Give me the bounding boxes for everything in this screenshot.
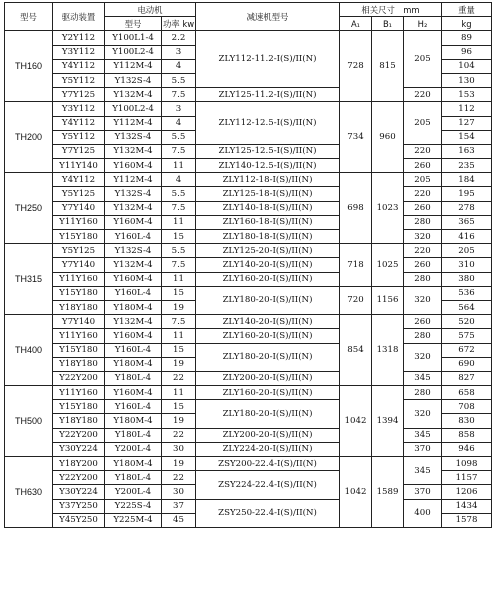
weight-cell: 1098	[442, 457, 492, 471]
motor-model-cell: Y180M-4	[105, 457, 162, 471]
table-row	[5, 329, 492, 343]
drive-cell: Y11Y140	[53, 159, 105, 173]
b1-cell: 960	[372, 102, 404, 173]
reducer-cell: ZLY125-12.5-I(S)/II(N)	[196, 144, 340, 158]
drive-cell: Y5Y112	[53, 130, 105, 144]
drive-cell: Y7Y140	[53, 258, 105, 272]
power-cell: 3	[162, 45, 196, 59]
power-cell: 19	[162, 457, 196, 471]
drive-cell: Y5Y112	[53, 73, 105, 87]
h2-cell: 345	[404, 371, 442, 385]
motor-model-cell: Y180L-4	[105, 428, 162, 442]
h2-cell: 345	[404, 428, 442, 442]
reducer-cell: ZLY112-11.2-I(S)/II(N)	[196, 31, 340, 88]
motor-model-cell: Y200L-4	[105, 442, 162, 456]
b1-cell: 1589	[372, 457, 404, 528]
drive-cell: Y5Y125	[53, 187, 105, 201]
reducer-cell: ZSY224-22.4-I(S)/II(N)	[196, 471, 340, 499]
drive-cell: Y15Y180	[53, 286, 105, 300]
power-cell: 5.5	[162, 244, 196, 258]
power-cell: 15	[162, 286, 196, 300]
table-row	[5, 102, 492, 116]
h2-cell: 345	[404, 457, 442, 485]
drive-cell: Y4Y112	[53, 173, 105, 187]
weight-cell: 96	[442, 45, 492, 59]
h2-cell: 280	[404, 386, 442, 400]
weight-cell: 858	[442, 428, 492, 442]
drive-cell: Y18Y200	[53, 457, 105, 471]
h2-cell: 220	[404, 187, 442, 201]
h2-cell: 260	[404, 159, 442, 173]
drive-cell: Y3Y112	[53, 45, 105, 59]
motor-model-cell: Y132M-4	[105, 258, 162, 272]
drive-cell: Y22Y200	[53, 471, 105, 485]
h2-cell: 205	[404, 173, 442, 187]
power-cell: 5.5	[162, 187, 196, 201]
reducer-cell: ZLY180-20-I(S)/II(N)	[196, 400, 340, 428]
motor-model-cell: Y132S-4	[105, 187, 162, 201]
b1-cell: 1025	[372, 244, 404, 287]
reducer-cell: ZLY200-20-I(S)/II(N)	[196, 428, 340, 442]
reducer-cell: ZLY160-20-I(S)/II(N)	[196, 272, 340, 286]
drive-cell: Y45Y250	[53, 513, 105, 527]
motor-model-cell: Y160L-4	[105, 286, 162, 300]
model-cell: TH630	[5, 457, 53, 528]
drive-cell: Y15Y180	[53, 343, 105, 357]
header-motor: 电动机	[105, 3, 196, 17]
power-cell: 2.2	[162, 31, 196, 45]
reducer-cell: ZLY200-20-I(S)/II(N)	[196, 371, 340, 385]
header-weight: 重量	[442, 3, 492, 17]
drive-cell: Y22Y200	[53, 371, 105, 385]
power-cell: 7.5	[162, 88, 196, 102]
a1-cell: 718	[340, 244, 372, 287]
header-drive: 驱动装置	[53, 3, 105, 31]
reducer-cell: ZLY160-20-I(S)/II(N)	[196, 386, 340, 400]
motor-model-cell: Y100L1-4	[105, 31, 162, 45]
h2-cell: 320	[404, 400, 442, 428]
drive-cell: Y4Y112	[53, 116, 105, 130]
spec-table-container	[4, 2, 491, 528]
a1-cell: 854	[340, 315, 372, 386]
b1-cell: 1318	[372, 315, 404, 386]
weight-cell: 127	[442, 116, 492, 130]
table-row	[5, 159, 492, 173]
a1-cell: 728	[340, 31, 372, 102]
reducer-cell: ZSY250-22.4-I(S)/II(N)	[196, 499, 340, 527]
table-row	[5, 258, 492, 272]
model-cell: TH500	[5, 386, 53, 457]
weight-cell: 564	[442, 300, 492, 314]
model-cell: TH315	[5, 244, 53, 315]
power-cell: 15	[162, 230, 196, 244]
motor-model-cell: Y200L-4	[105, 485, 162, 499]
power-cell: 22	[162, 428, 196, 442]
a1-cell: 1042	[340, 386, 372, 457]
power-cell: 3	[162, 102, 196, 116]
table-row	[5, 499, 492, 513]
spec-table-body	[5, 31, 492, 528]
reducer-cell: ZLY125-18-I(S)/II(N)	[196, 187, 340, 201]
drive-cell: Y3Y112	[53, 102, 105, 116]
motor-model-cell: Y180L-4	[105, 471, 162, 485]
reducer-cell: ZLY160-20-I(S)/II(N)	[196, 329, 340, 343]
weight-cell: 380	[442, 272, 492, 286]
table-row	[5, 386, 492, 400]
reducer-cell: ZLY140-20-I(S)/II(N)	[196, 315, 340, 329]
power-cell: 19	[162, 300, 196, 314]
motor-model-cell: Y132M-4	[105, 144, 162, 158]
drive-cell: Y11Y160	[53, 215, 105, 229]
reducer-cell: ZLY160-18-I(S)/II(N)	[196, 215, 340, 229]
motor-model-cell: Y112M-4	[105, 59, 162, 73]
power-cell: 4	[162, 173, 196, 187]
drive-cell: Y11Y160	[53, 386, 105, 400]
motor-model-cell: Y132M-4	[105, 88, 162, 102]
motor-model-cell: Y180M-4	[105, 357, 162, 371]
h2-cell: 220	[404, 244, 442, 258]
table-row	[5, 144, 492, 158]
model-cell: TH200	[5, 102, 53, 173]
weight-cell: 575	[442, 329, 492, 343]
weight-cell: 672	[442, 343, 492, 357]
drive-cell: Y7Y125	[53, 88, 105, 102]
power-cell: 30	[162, 485, 196, 499]
table-row	[5, 442, 492, 456]
header-row-1	[5, 3, 492, 17]
power-cell: 7.5	[162, 201, 196, 215]
reducer-cell: ZLY125-20-I(S)/II(N)	[196, 244, 340, 258]
b1-cell: 815	[372, 31, 404, 102]
motor-model-cell: Y160L-4	[105, 343, 162, 357]
reducer-cell: ZLY180-20-I(S)/II(N)	[196, 286, 340, 314]
motor-model-cell: Y132S-4	[105, 244, 162, 258]
a1-cell: 698	[340, 173, 372, 244]
h2-cell: 280	[404, 272, 442, 286]
table-row	[5, 286, 492, 300]
power-cell: 4	[162, 116, 196, 130]
power-cell: 7.5	[162, 315, 196, 329]
drive-cell: Y18Y180	[53, 300, 105, 314]
motor-model-cell: Y132M-4	[105, 315, 162, 329]
header-weight-unit: kg	[442, 17, 492, 31]
motor-model-cell: Y132S-4	[105, 130, 162, 144]
a1-cell: 1042	[340, 457, 372, 528]
b1-cell: 1023	[372, 173, 404, 244]
header-h2: H₂	[404, 17, 442, 31]
drive-cell: Y15Y180	[53, 400, 105, 414]
weight-cell: 195	[442, 187, 492, 201]
b1-cell: 1394	[372, 386, 404, 457]
motor-model-cell: Y160M-4	[105, 386, 162, 400]
power-cell: 11	[162, 386, 196, 400]
reducer-cell: ZLY140-18-I(S)/II(N)	[196, 201, 340, 215]
power-cell: 11	[162, 215, 196, 229]
power-cell: 45	[162, 513, 196, 527]
weight-cell: 1578	[442, 513, 492, 527]
motor-model-cell: Y100L2-4	[105, 102, 162, 116]
reducer-cell: ZLY112-18-I(S)/II(N)	[196, 173, 340, 187]
power-cell: 19	[162, 414, 196, 428]
header-power: 功率 kw	[162, 17, 196, 31]
weight-cell: 89	[442, 31, 492, 45]
reducer-cell: ZSY200-22.4-I(S)/II(N)	[196, 457, 340, 471]
weight-cell: 708	[442, 400, 492, 414]
motor-model-cell: Y180M-4	[105, 414, 162, 428]
drive-cell: Y18Y180	[53, 357, 105, 371]
drive-cell: Y30Y224	[53, 442, 105, 456]
weight-cell: 1434	[442, 499, 492, 513]
weight-cell: 112	[442, 102, 492, 116]
motor-model-cell: Y160M-4	[105, 215, 162, 229]
weight-cell: 235	[442, 159, 492, 173]
motor-model-cell: Y112M-4	[105, 173, 162, 187]
power-cell: 11	[162, 329, 196, 343]
b1-cell: 1156	[372, 286, 404, 314]
drive-cell: Y11Y160	[53, 329, 105, 343]
power-cell: 19	[162, 357, 196, 371]
table-row	[5, 315, 492, 329]
h2-cell: 220	[404, 144, 442, 158]
model-cell: TH250	[5, 173, 53, 244]
h2-cell: 320	[404, 286, 442, 314]
header-b1: B₁	[372, 17, 404, 31]
drive-cell: Y18Y180	[53, 414, 105, 428]
motor-model-cell: Y132S-4	[105, 73, 162, 87]
table-row	[5, 400, 492, 414]
table-row	[5, 457, 492, 471]
table-row	[5, 371, 492, 385]
weight-cell: 830	[442, 414, 492, 428]
table-row	[5, 428, 492, 442]
reducer-cell: ZLY224-20-I(S)/II(N)	[196, 442, 340, 456]
weight-cell: 365	[442, 215, 492, 229]
table-row	[5, 343, 492, 357]
motor-model-cell: Y225S-4	[105, 499, 162, 513]
h2-cell: 260	[404, 258, 442, 272]
power-cell: 22	[162, 471, 196, 485]
spec-table	[4, 2, 492, 528]
motor-model-cell: Y160M-4	[105, 159, 162, 173]
h2-cell: 220	[404, 88, 442, 102]
weight-cell: 827	[442, 371, 492, 385]
power-cell: 22	[162, 371, 196, 385]
motor-model-cell: Y112M-4	[105, 116, 162, 130]
weight-cell: 130	[442, 73, 492, 87]
table-row	[5, 230, 492, 244]
power-cell: 7.5	[162, 258, 196, 272]
h2-cell: 320	[404, 343, 442, 371]
power-cell: 37	[162, 499, 196, 513]
header-motor-model: 型号	[105, 17, 162, 31]
weight-cell: 416	[442, 230, 492, 244]
weight-cell: 104	[442, 59, 492, 73]
weight-cell: 154	[442, 130, 492, 144]
h2-cell: 370	[404, 485, 442, 499]
model-cell: TH400	[5, 315, 53, 386]
motor-model-cell: Y180M-4	[105, 300, 162, 314]
model-cell: TH160	[5, 31, 53, 102]
motor-model-cell: Y100L2-4	[105, 45, 162, 59]
power-cell: 4	[162, 59, 196, 73]
table-row	[5, 88, 492, 102]
drive-cell: Y5Y125	[53, 244, 105, 258]
motor-model-cell: Y180L-4	[105, 371, 162, 385]
h2-cell: 320	[404, 230, 442, 244]
drive-cell: Y2Y112	[53, 31, 105, 45]
a1-cell: 734	[340, 102, 372, 173]
drive-cell: Y7Y125	[53, 144, 105, 158]
motor-model-cell: Y225M-4	[105, 513, 162, 527]
a1-cell: 720	[340, 286, 372, 314]
h2-cell: 400	[404, 499, 442, 527]
weight-cell: 690	[442, 357, 492, 371]
reducer-cell: ZLY112-12.5-I(S)/II(N)	[196, 102, 340, 145]
weight-cell: 658	[442, 386, 492, 400]
power-cell: 11	[162, 159, 196, 173]
weight-cell: 520	[442, 315, 492, 329]
weight-cell: 310	[442, 258, 492, 272]
power-cell: 5.5	[162, 73, 196, 87]
power-cell: 11	[162, 272, 196, 286]
reducer-cell: ZLY180-20-I(S)/II(N)	[196, 343, 340, 371]
h2-cell: 260	[404, 201, 442, 215]
motor-model-cell: Y160L-4	[105, 230, 162, 244]
weight-cell: 205	[442, 244, 492, 258]
motor-model-cell: Y160M-4	[105, 329, 162, 343]
header-dims: 相关尺寸 mm	[340, 3, 442, 17]
weight-cell: 163	[442, 144, 492, 158]
reducer-cell: ZLY140-12.5-I(S)/II(N)	[196, 159, 340, 173]
weight-cell: 278	[442, 201, 492, 215]
header-model: 型号	[5, 3, 53, 31]
motor-model-cell: Y160L-4	[105, 400, 162, 414]
h2-cell: 205	[404, 31, 442, 88]
drive-cell: Y11Y160	[53, 272, 105, 286]
motor-model-cell: Y132M-4	[105, 201, 162, 215]
weight-cell: 153	[442, 88, 492, 102]
drive-cell: Y7Y140	[53, 201, 105, 215]
h2-cell: 370	[404, 442, 442, 456]
drive-cell: Y37Y250	[53, 499, 105, 513]
h2-cell: 280	[404, 215, 442, 229]
drive-cell: Y4Y112	[53, 59, 105, 73]
power-cell: 5.5	[162, 130, 196, 144]
drive-cell: Y30Y224	[53, 485, 105, 499]
h2-cell: 280	[404, 329, 442, 343]
power-cell: 7.5	[162, 144, 196, 158]
reducer-cell: ZLY140-20-I(S)/II(N)	[196, 258, 340, 272]
header-a1: A₁	[340, 17, 372, 31]
table-row	[5, 215, 492, 229]
table-row	[5, 244, 492, 258]
header-reducer: 减速机型号	[196, 3, 340, 31]
motor-model-cell: Y160M-4	[105, 272, 162, 286]
drive-cell: Y22Y200	[53, 428, 105, 442]
table-row	[5, 201, 492, 215]
table-row	[5, 187, 492, 201]
h2-cell: 260	[404, 315, 442, 329]
weight-cell: 184	[442, 173, 492, 187]
drive-cell: Y7Y140	[53, 315, 105, 329]
table-row	[5, 272, 492, 286]
power-cell: 30	[162, 442, 196, 456]
weight-cell: 946	[442, 442, 492, 456]
power-cell: 15	[162, 400, 196, 414]
drive-cell: Y15Y180	[53, 230, 105, 244]
power-cell: 15	[162, 343, 196, 357]
table-row	[5, 31, 492, 45]
weight-cell: 1157	[442, 471, 492, 485]
table-row	[5, 173, 492, 187]
weight-cell: 536	[442, 286, 492, 300]
reducer-cell: ZLY125-11.2-I(S)/II(N)	[196, 88, 340, 102]
reducer-cell: ZLY180-18-I(S)/II(N)	[196, 230, 340, 244]
h2-cell: 205	[404, 102, 442, 145]
weight-cell: 1206	[442, 485, 492, 499]
